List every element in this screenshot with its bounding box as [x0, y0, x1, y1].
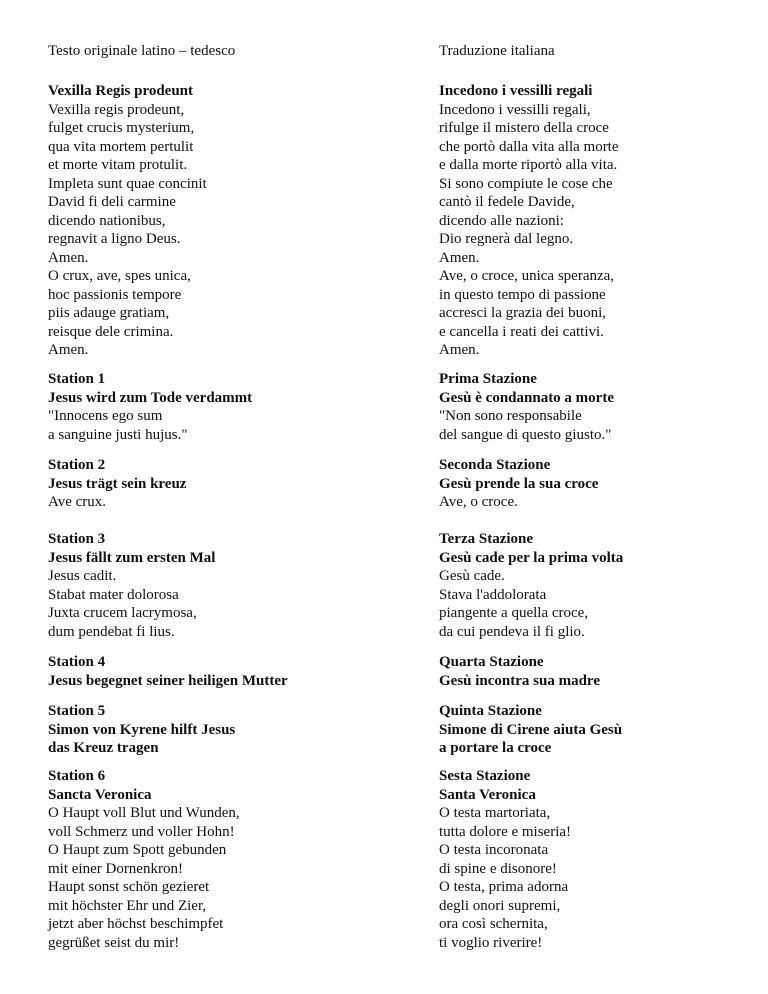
section-heading: das Kreuz tragen — [48, 740, 159, 756]
section-heading: Quinta Stazione — [439, 703, 542, 719]
section-heading: Sancta Veronica — [48, 786, 152, 803]
verse-line: di spine e disonore! — [439, 860, 557, 877]
verse-line: David fi deli carmine — [48, 194, 176, 210]
verse-line: piangente a quella croce, — [439, 605, 589, 621]
left-section — [48, 653, 288, 690]
verse-line: Si sono compiute le cose che — [439, 175, 613, 192]
verse-line: O testa martoriata, — [439, 805, 551, 821]
verse-line: O Haupt voll Blut und Wunden, — [48, 805, 240, 821]
verse-line: Impleta sunt quae concinit — [48, 175, 207, 192]
left-section — [48, 767, 240, 952]
right-section — [439, 653, 600, 690]
verse-line: Amen. — [48, 342, 89, 358]
verse-line: Stava l'addolorata — [439, 586, 547, 603]
right-column-header: Traduzione italiana — [439, 43, 555, 59]
verse-line: Jesus cadit. — [48, 568, 117, 584]
left-section — [48, 530, 215, 641]
section-heading: Gesù è condannato a morte — [439, 389, 614, 406]
verse-line: accresci la grazia dei buoni, — [439, 305, 606, 321]
verse-line: "Innocens ego sum — [48, 408, 163, 424]
verse-line: qua vita mortem pertulit — [48, 138, 194, 155]
section-heading: Jesus wird zum Tode verdammt — [48, 389, 253, 406]
verse-line: Incedono i vessilli regali, — [439, 101, 591, 118]
section-heading: Gesù incontra sua madre — [439, 672, 600, 689]
right-section — [439, 702, 622, 758]
verse-line: ora così schernita, — [439, 916, 548, 932]
right-section — [439, 767, 571, 952]
section-heading: Incedono i vessilli regali — [439, 83, 593, 99]
verse-line: Ave, o croce. — [439, 494, 518, 510]
section-heading: Jesus trägt sein kreuz — [48, 475, 187, 492]
verse-line: mit höchster Ehr und Zier, — [48, 897, 207, 914]
verse-line: in questo tempo di passione — [439, 286, 606, 303]
verse-line: Haupt sonst schön gezieret — [48, 879, 210, 895]
verse-line: gegrüßet seist du mir! — [48, 934, 180, 951]
section-heading: Station 6 — [48, 768, 106, 784]
verse-line: rifulge il mistero della croce — [439, 120, 609, 136]
section-heading: Simon von Kyrene hilft Jesus — [48, 721, 236, 738]
right-section — [439, 456, 598, 512]
section-heading: Station 1 — [48, 371, 106, 387]
section-heading: Gesù prende la sua croce — [439, 475, 599, 492]
verse-line: piis adauge gratiam, — [48, 305, 170, 321]
verse-line: Amen. — [48, 249, 89, 266]
right-section — [439, 82, 619, 360]
section-heading: Station 3 — [48, 531, 106, 547]
section-heading: Station 5 — [48, 703, 106, 719]
verse-line: "Non sono responsabile — [439, 408, 582, 424]
verse-line: Ave crux. — [48, 494, 107, 510]
right-section — [439, 530, 623, 641]
verse-line: fulget crucis mysterium, — [48, 120, 195, 136]
section-heading: Jesus begegnet seiner heiligen Mutter — [48, 672, 288, 689]
verse-line: Ave, o croce, unica speranza, — [439, 268, 615, 284]
verse-line: hoc passionis tempore — [48, 286, 182, 303]
verse-line: et morte vitam protulit. — [48, 157, 188, 173]
section-heading: Sesta Stazione — [439, 768, 531, 784]
verse-line: reisque dele crimina. — [48, 323, 174, 340]
verse-line: dicendo alle nazioni: — [439, 212, 564, 229]
verse-line: O testa incoronata — [439, 842, 549, 858]
verse-line: regnavit a ligno Deus. — [48, 231, 181, 247]
verse-line: Amen. — [439, 342, 480, 358]
section-heading: Terza Stazione — [439, 531, 534, 547]
section-heading: Gesù cade per la prima volta — [439, 549, 624, 566]
section-heading: Jesus fällt zum ersten Mal — [48, 549, 216, 566]
left-section — [48, 82, 207, 360]
verse-line: O Haupt zum Spott gebunden — [48, 842, 227, 858]
verse-line: Vexilla regis prodeunt, — [48, 101, 185, 118]
verse-line: cantò il fedele Davide, — [439, 194, 575, 210]
verse-line: Amen. — [439, 249, 480, 266]
verse-line: che portò dalla vita alla morte — [439, 138, 619, 155]
section-heading: Simone di Cirene aiuta Gesù — [439, 721, 623, 738]
left-column-header: Testo originale latino – tedesco — [48, 43, 236, 59]
section-heading: Quarta Stazione — [439, 654, 544, 670]
verse-line: e dalla morte riportò alla vita. — [439, 157, 618, 173]
verse-line: a sanguine justi hujus." — [48, 426, 188, 443]
verse-line: Dio regnerà dal legno. — [439, 231, 574, 247]
right-section — [439, 370, 614, 444]
section-heading: Vexilla Regis prodeunt — [48, 83, 194, 99]
section-heading: Station 4 — [48, 654, 106, 670]
section-heading: Station 2 — [48, 457, 106, 473]
verse-line: da cui pendeva il fi glio. — [439, 623, 585, 640]
verse-line: O crux, ave, spes unica, — [48, 268, 191, 284]
section-heading: a portare la croce — [439, 740, 552, 756]
verse-line: jetzt aber höchst beschimpfet — [48, 916, 224, 932]
verse-line: del sangue di questo giusto." — [439, 426, 612, 443]
verse-line: tutta dolore e miseria! — [439, 823, 572, 840]
verse-line: dum pendebat fi lius. — [48, 623, 175, 640]
verse-line: Gesù cade. — [439, 568, 505, 584]
left-section — [48, 456, 186, 512]
verse-line: dicendo nationibus, — [48, 212, 166, 229]
left-section — [48, 370, 252, 444]
verse-line: mit einer Dornenkron! — [48, 860, 183, 877]
verse-line: degli onori supremi, — [439, 897, 561, 914]
verse-line: O testa, prima adorna — [439, 879, 569, 895]
left-section — [48, 702, 235, 758]
section-heading: Prima Stazione — [439, 371, 537, 387]
section-heading: Seconda Stazione — [439, 457, 551, 473]
section-heading: Santa Veronica — [439, 786, 536, 803]
verse-line: Stabat mater dolorosa — [48, 586, 179, 603]
verse-line: e cancella i reati dei cattivi. — [439, 323, 604, 340]
verse-line: voll Schmerz und voller Hohn! — [48, 823, 235, 840]
verse-line: Juxta crucem lacrymosa, — [48, 605, 197, 621]
verse-line: ti voglio riverire! — [439, 934, 543, 951]
